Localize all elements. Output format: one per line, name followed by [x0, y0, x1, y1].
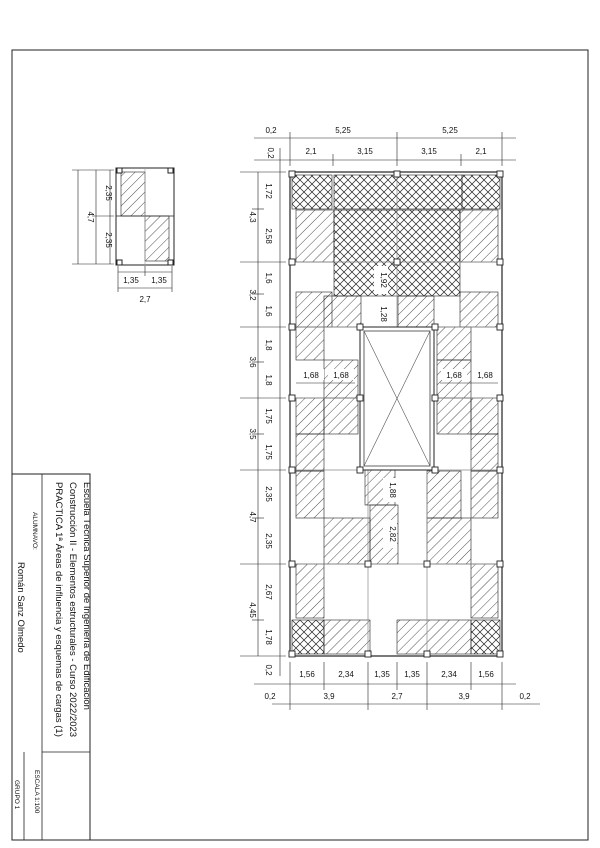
- bottom-dim-label: 1,35: [404, 670, 420, 679]
- left-dim-label: 0,2: [264, 664, 273, 676]
- detail-column: [168, 168, 173, 173]
- top-dim-label: 3,15: [421, 147, 437, 156]
- column: [365, 561, 371, 567]
- left-dim-label: 2,35: [264, 533, 273, 549]
- column: [357, 395, 363, 401]
- top-dim-label: 2,1: [475, 147, 487, 156]
- left-dim-label: 2,35: [264, 486, 273, 502]
- left-dim-label: 4,45: [248, 602, 257, 618]
- left-dim-label: 1,6: [264, 305, 273, 317]
- left-dim-label: 4,3: [248, 211, 257, 223]
- column: [432, 467, 438, 473]
- column: [497, 561, 503, 567]
- bottom-dims: [254, 662, 540, 710]
- column: [289, 324, 295, 330]
- detail-dim-label: 4,7: [86, 211, 95, 223]
- interior-dim-label: 1,68: [303, 371, 319, 380]
- left-dim-label: 3,6: [248, 356, 257, 368]
- detail-dim-label: 2,35: [104, 185, 113, 201]
- top-dim-label: 5,25: [442, 126, 458, 135]
- bottom-dim-label: 3,9: [458, 692, 470, 701]
- column: [432, 324, 438, 330]
- column: [289, 171, 295, 177]
- top-dim-label: 5,25: [335, 126, 351, 135]
- bottom-dim-label: 2,34: [441, 670, 457, 679]
- column: [357, 467, 363, 473]
- column: [432, 395, 438, 401]
- student-name: Román Sanz Olmedo: [15, 562, 26, 653]
- interior-dim-label: 1,68: [446, 371, 462, 380]
- column: [289, 259, 295, 265]
- left-dims: [240, 148, 286, 676]
- left-dim-label: 2,58: [264, 228, 273, 244]
- bottom-dim-label: 1,35: [374, 670, 390, 679]
- column: [497, 467, 503, 473]
- left-dim-label: 3,2: [248, 289, 257, 301]
- title-block: [12, 474, 92, 840]
- left-dim-label: 1,6: [264, 272, 273, 284]
- column: [497, 171, 503, 177]
- left-dim-label: 1,8: [264, 339, 273, 351]
- interior-dim-label: 1,68: [333, 371, 349, 380]
- interior-dim-label: 1,92: [379, 272, 388, 288]
- detail-bay: [72, 168, 174, 304]
- bottom-dim-label: 2,34: [338, 670, 354, 679]
- bottom-dim-label: 1,56: [478, 670, 494, 679]
- column: [497, 651, 503, 657]
- detail-column: [117, 260, 122, 265]
- column: [394, 171, 400, 177]
- left-dim-label: 1,75: [264, 444, 273, 460]
- interior-dim-label: 1,88: [388, 482, 397, 498]
- column: [497, 395, 503, 401]
- column: [289, 395, 295, 401]
- left-dim-label: 4,7: [248, 511, 257, 523]
- school-name: Escuela Técnica Superior de Ingeniería de Edificación: [81, 482, 92, 710]
- left-dim-label: 1,78: [264, 629, 273, 645]
- bottom-dim-label: 3,9: [323, 692, 335, 701]
- top-dim-label: 3,15: [357, 147, 373, 156]
- left-dim-label: 1,72: [264, 183, 273, 199]
- left-dim-label: 1,8: [264, 374, 273, 386]
- detail-column: [168, 260, 173, 265]
- detail-dim-label: 1,35: [123, 276, 139, 285]
- course-name: Construcción II - Elementos estructurales - Curso 2022/2023: [67, 482, 78, 738]
- left-dim-label: 1,75: [264, 408, 273, 424]
- interior-dim-label: 1,28: [379, 306, 388, 322]
- scale-label: ESCALA 1:100: [33, 770, 40, 814]
- detail-dim-label: 2,7: [139, 295, 151, 304]
- column: [424, 561, 430, 567]
- practice-title: PRACTICA 1ª Áreas de influencia y esquemas de cargas (1): [53, 482, 64, 737]
- column: [424, 651, 430, 657]
- column: [394, 259, 400, 265]
- group-label: GRUPO 1: [13, 780, 20, 810]
- detail-dim-label: 2,35: [104, 232, 113, 248]
- top-dim-label: 2,1: [305, 147, 317, 156]
- top-dim-label: 0,2: [266, 147, 275, 159]
- column: [497, 324, 503, 330]
- interior-dim-label: 2,82: [388, 526, 397, 542]
- column: [289, 561, 295, 567]
- bottom-dim-label: 0,2: [264, 692, 276, 701]
- central-opening: [360, 327, 434, 470]
- left-dim-label: 3,5: [248, 428, 257, 440]
- column: [357, 324, 363, 330]
- bottom-dim-label: 1,56: [299, 670, 315, 679]
- bottom-dim-label: 2,7: [391, 692, 403, 701]
- student-label: ALUMNAVO:: [31, 512, 38, 550]
- bottom-dim-label: 0,2: [519, 692, 531, 701]
- column: [289, 467, 295, 473]
- column: [289, 651, 295, 657]
- detail-column: [117, 168, 122, 173]
- left-dim-label: 2,67: [264, 584, 273, 600]
- detail-dim-label: 1,35: [151, 276, 167, 285]
- column: [365, 651, 371, 657]
- column: [497, 259, 503, 265]
- interior-dim-label: 1,68: [477, 371, 493, 380]
- top-dim-label: 0,2: [265, 126, 277, 135]
- floor-plan: [240, 126, 540, 710]
